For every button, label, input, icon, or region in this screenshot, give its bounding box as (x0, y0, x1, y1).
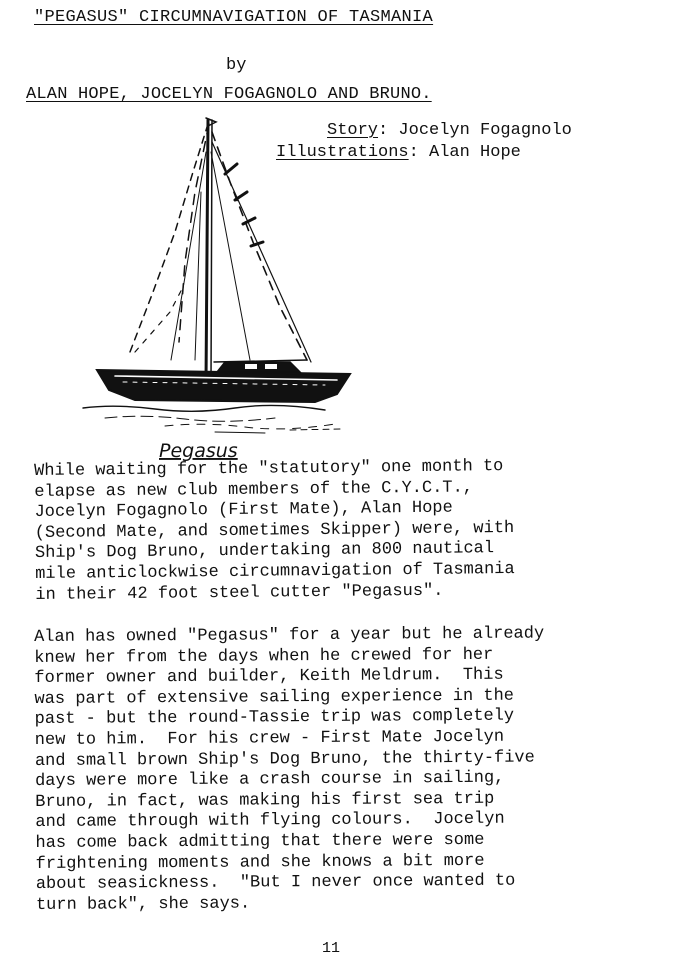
text-line: was part of extensive sailing experience in the (34, 686, 515, 709)
text-line: While waiting for the "statutory" one month to (34, 457, 504, 481)
author-list: ALAN HOPE, JOCELYN FOGAGNOLO AND BRUNO. (26, 85, 432, 104)
text-line: in their 42 foot steel cutter "Pegasus". (35, 581, 444, 605)
text-line: turn back", she says. (35, 894, 251, 915)
illustrations-author: : Alan Hope (408, 143, 521, 162)
text-line: about seasickness. "But I never once wanted to (35, 871, 516, 895)
text-line: Alan has owned "Pegasus" for a year but he already (34, 624, 545, 647)
text-line: former owner and builder, Keith Meldrum. This (34, 665, 504, 689)
sailboat-illustration (75, 112, 375, 462)
text-line: and small brown Ship's Dog Bruno, the thirty-five (34, 748, 535, 771)
text-line: mile anticlockwise circumnavigation of Tasmania (35, 559, 515, 584)
sailboat-icon (83, 118, 350, 433)
text-line: elapse as new club members of the C.Y.C.T., (34, 477, 474, 502)
paragraph-intro (34, 457, 515, 606)
text-line: Bruno, in fact, was making his first sea trip (35, 789, 495, 812)
text-line: has come back admitting that there were some (35, 830, 485, 853)
paragraph-experience (34, 624, 546, 916)
text-line: (Second Mate, and sometimes Skipper) were, with (34, 518, 515, 543)
boat-caption: Pegasus (159, 440, 238, 462)
text-line: days were more like a crash course in sailing, (35, 768, 505, 792)
text-line: frightening moments and she knows a bit more (35, 851, 485, 874)
article-title: "PEGASUS" CIRCUMNAVIGATION OF TASMANIA (34, 8, 434, 27)
text-line: Ship's Dog Bruno, undertaking an 800 nautical (34, 539, 495, 564)
text-line: new to him. For his crew - First Mate Jocelyn (34, 727, 505, 750)
text-line: Jocelyn Fogagnolo (First Mate), Alan Hope (34, 498, 453, 523)
byline-by: by (226, 56, 247, 75)
text-line: and came through with flying colours. Jocelyn (35, 810, 505, 833)
text-line: past - but the round-Tassie trip was completely (34, 707, 515, 730)
illustrations-label: Illustrations (276, 143, 409, 162)
page-number: 11 (322, 940, 341, 957)
story-author: : Jocelyn Fogagnolo (378, 121, 572, 140)
story-label: Story (327, 121, 379, 140)
text-line: knew her from the days when he crewed for her (34, 645, 494, 668)
